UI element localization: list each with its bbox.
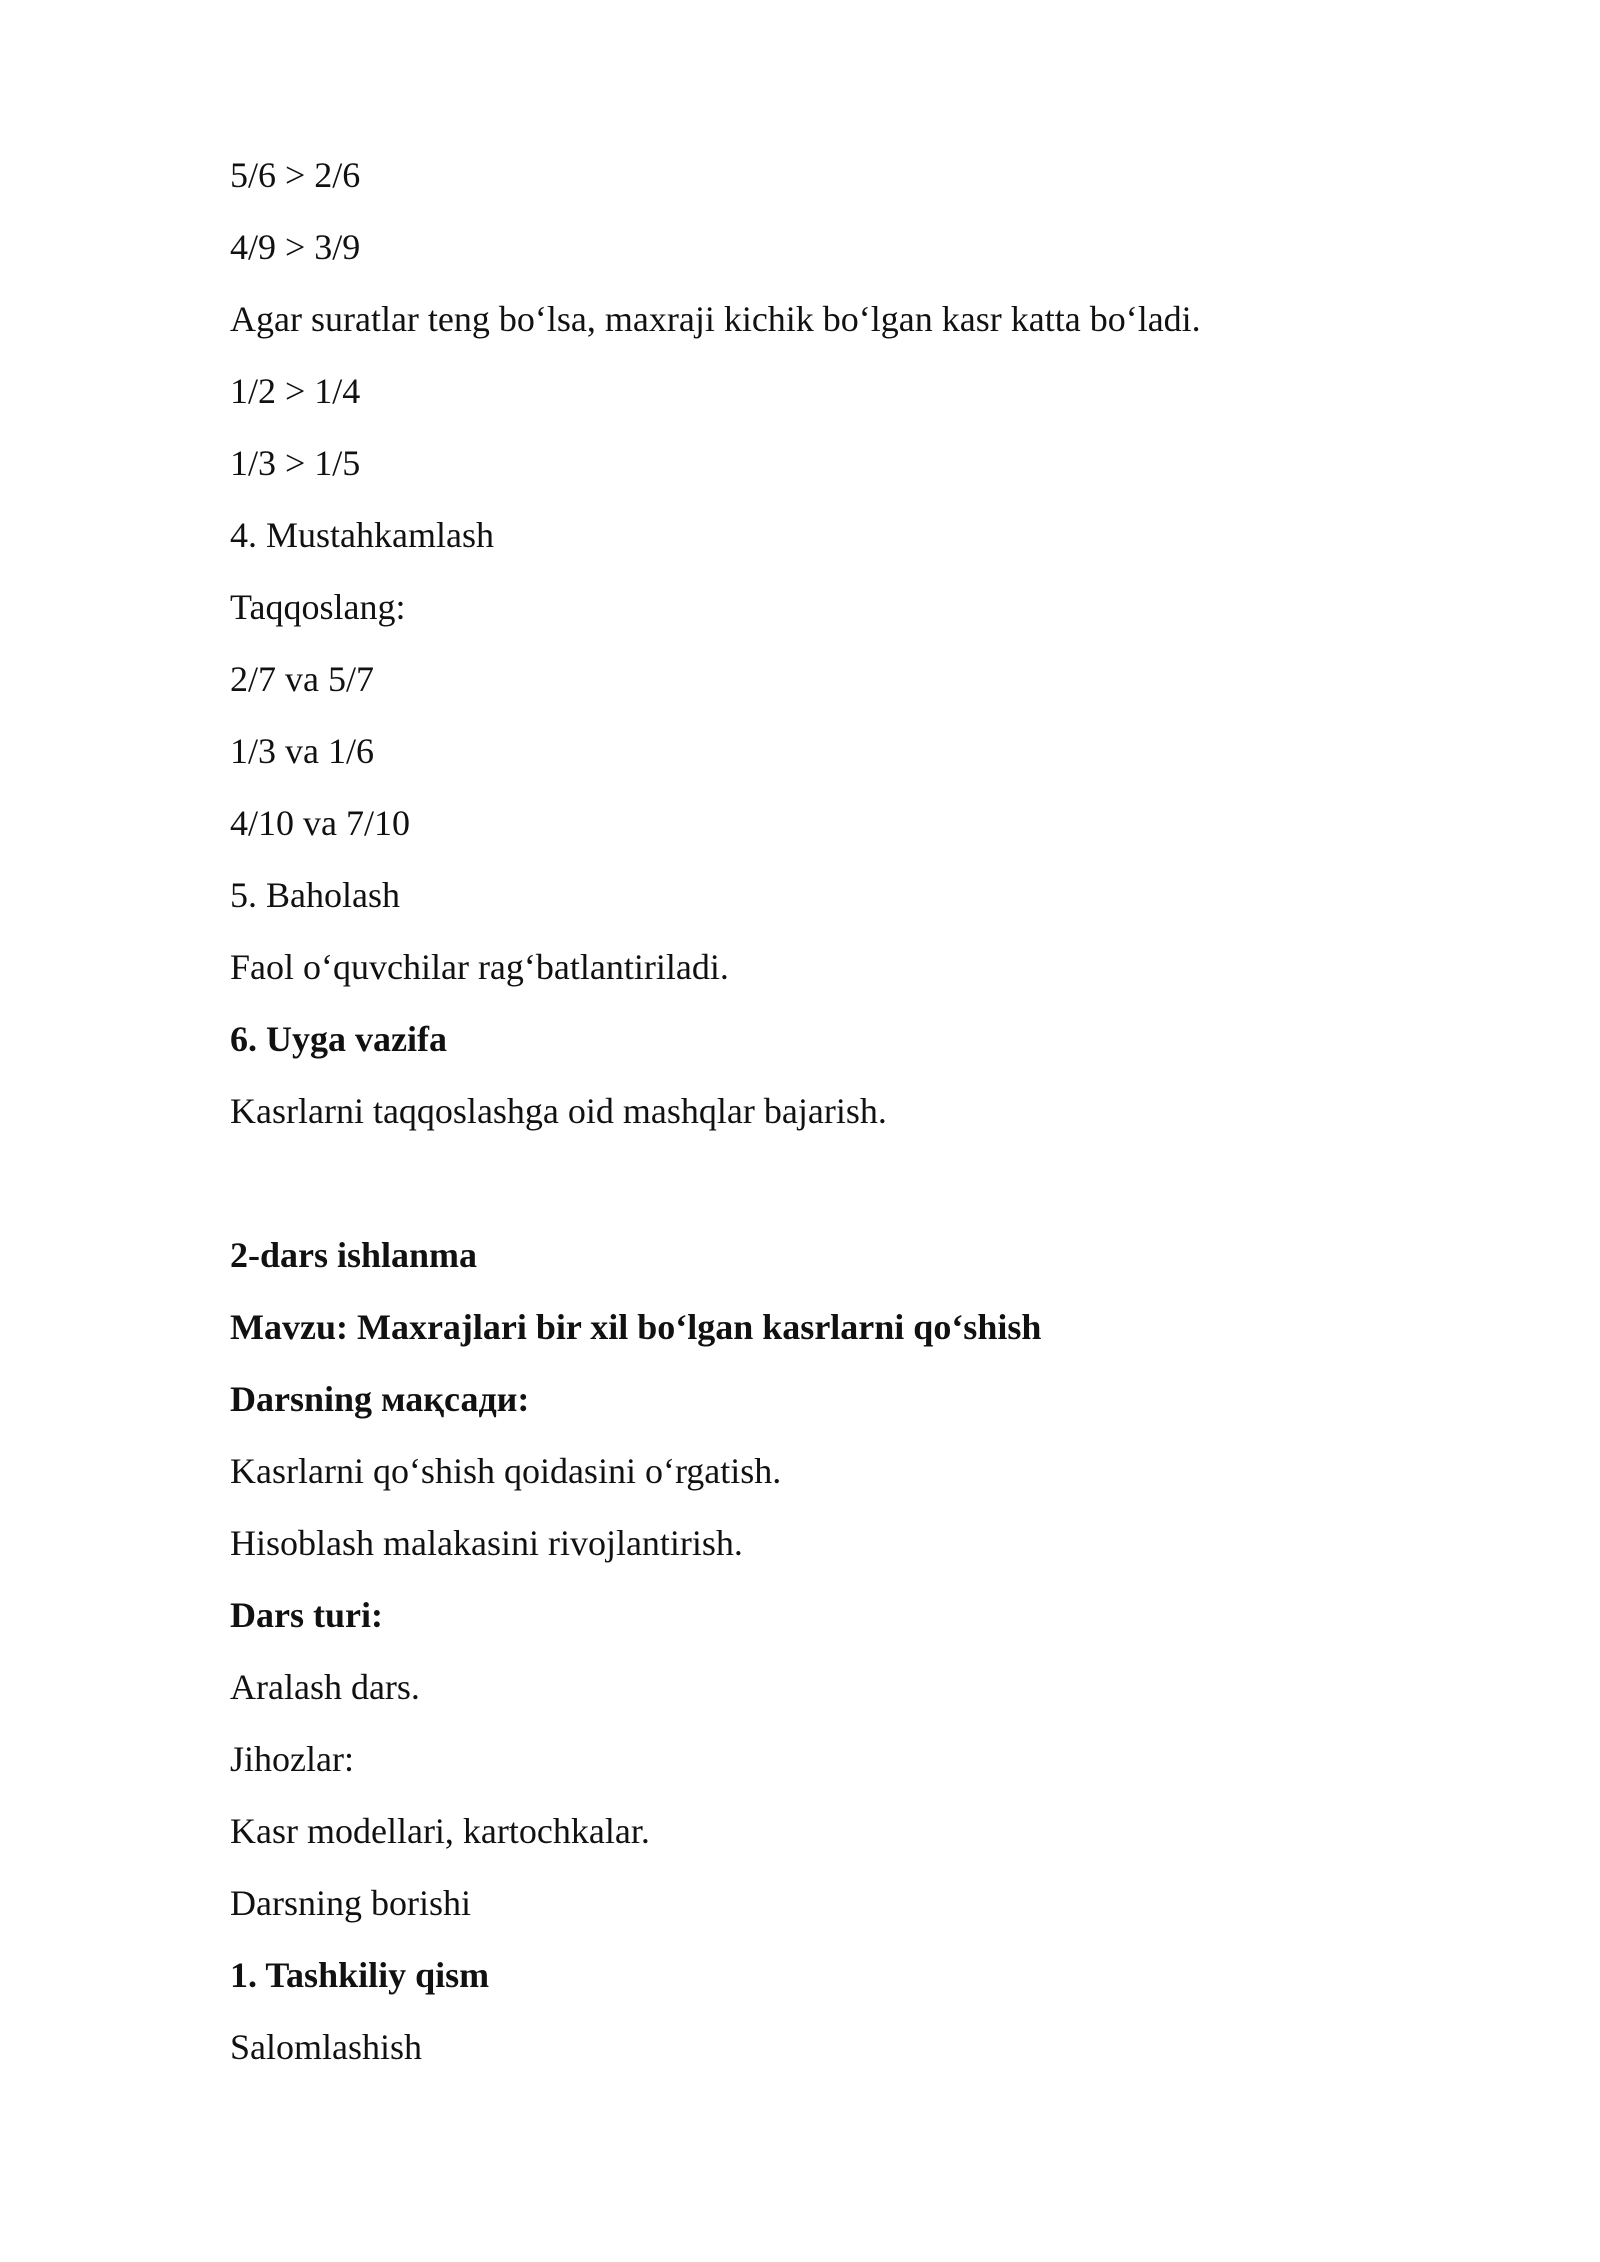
paragraph: Salomlashish bbox=[230, 2027, 423, 2067]
paragraph: Hisoblash malakasini rivojlantirish. bbox=[230, 1523, 743, 1563]
equipment-label: Jihozlar: bbox=[230, 1739, 354, 1779]
section-heading: 4. Mustahkamlash bbox=[230, 515, 494, 555]
paragraph: Aralash dars. bbox=[230, 1667, 420, 1707]
lesson-topic: Mavzu: Maxrajlari bir xil bo‘lgan kasrlarni qo‘shish bbox=[230, 1307, 1042, 1347]
rule-text: Agar suratlar teng bo‘lsa, maxraji kichik bo‘lgan kasr katta bo‘ladi. bbox=[230, 299, 1201, 339]
lesson-type-heading: Dars turi: bbox=[230, 1595, 383, 1635]
comparison-line: 1/2 > 1/4 bbox=[230, 371, 361, 411]
exercise-label: Taqqoslang: bbox=[230, 587, 406, 627]
comparison-line: 1/3 > 1/5 bbox=[230, 443, 361, 483]
exercise-line: 4/10 va 7/10 bbox=[230, 803, 410, 843]
paragraph: Kasrlarni taqqoslashga oid mashqlar bajarish. bbox=[230, 1091, 887, 1131]
exercise-line: 1/3 va 1/6 bbox=[230, 731, 374, 771]
lesson-title: 2-dars ishlanma bbox=[230, 1235, 478, 1275]
comparison-line: 4/9 > 3/9 bbox=[230, 227, 361, 267]
paragraph: Kasr modellari, kartochkalar. bbox=[230, 1811, 650, 1851]
paragraph: Kasrlarni qo‘shish qoidasini o‘rgatish. bbox=[230, 1451, 782, 1491]
lesson-progress-label: Darsning borishi bbox=[230, 1883, 471, 1923]
exercise-line: 2/7 va 5/7 bbox=[230, 659, 374, 699]
lesson-goal-heading: Darsning мақсади: bbox=[230, 1379, 530, 1419]
document-body bbox=[230, 148, 1410, 2092]
section-heading-bold: 1. Tashkiliy qism bbox=[230, 1955, 490, 1995]
comparison-line: 5/6 > 2/6 bbox=[230, 155, 361, 195]
blank-line bbox=[230, 1156, 1410, 1228]
paragraph: Faol o‘quvchilar rag‘batlantiriladi. bbox=[230, 947, 729, 987]
section-heading-bold: 6. Uyga vazifa bbox=[230, 1019, 447, 1059]
section-heading: 5. Baholash bbox=[230, 875, 400, 915]
